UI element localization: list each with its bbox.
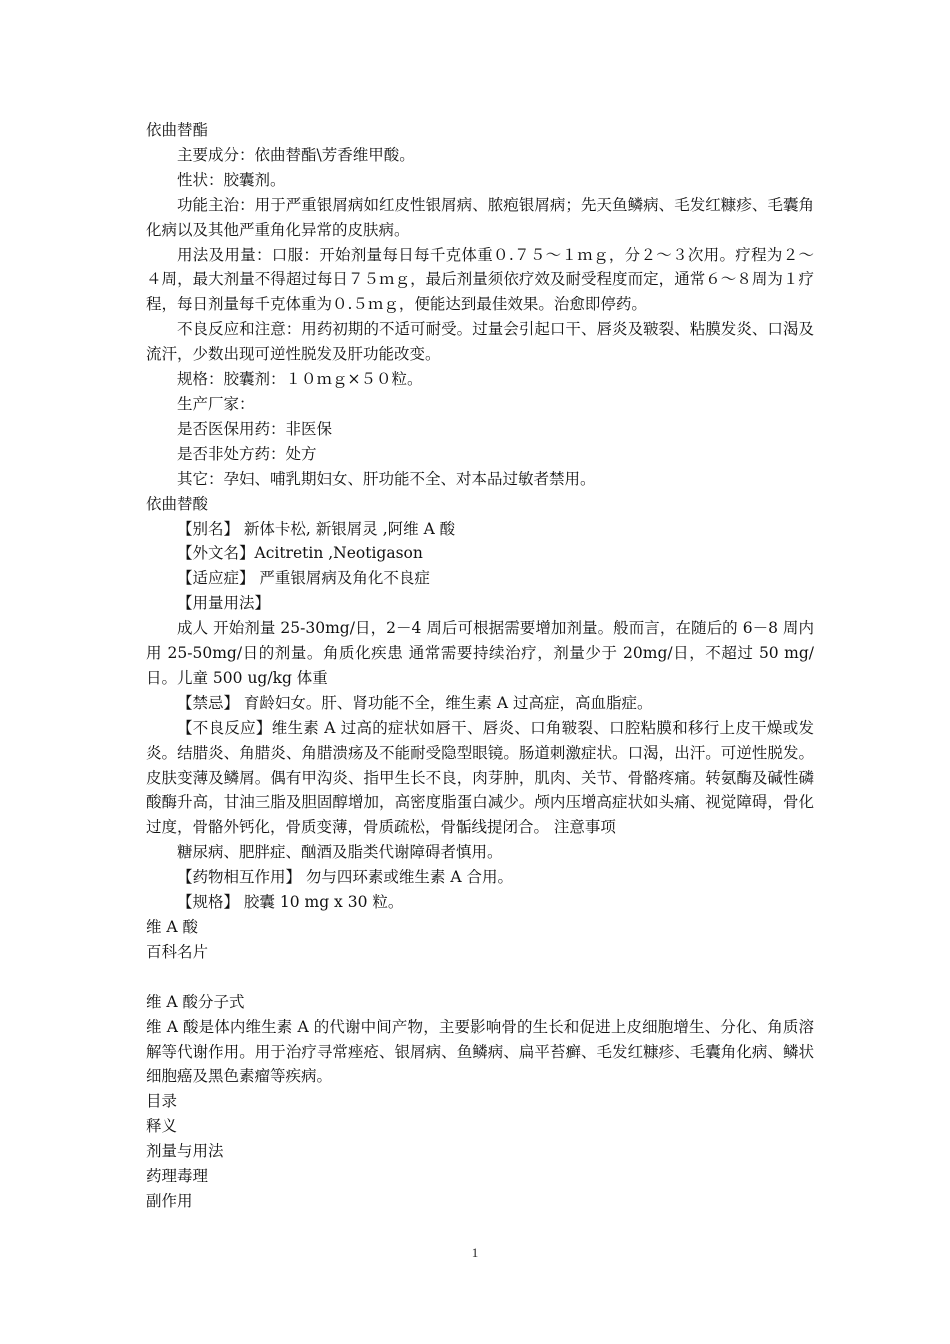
page-number: 1: [471, 1245, 479, 1260]
paragraph: 用法及用量：口服：开始剂量每日每千克体重０.７５～１ｍｇ，分２～３次用。疗程为２～４周，最大剂量不得超过每日７５ｍｇ，最后剂量须依疗效及耐受程度而定，通常６～８周为１疗程，每日剂量每千克体重为０.５ｍｇ，便能达到最佳效果。治愈即停药。: [146, 245, 814, 314]
paragraph: 释义: [146, 1117, 178, 1136]
paragraph: 【药物相互作用】 勿与四环素或维生素 A 合用。: [177, 868, 513, 887]
paragraph: 依曲替酸: [146, 494, 209, 513]
paragraph: 百科名片: [146, 942, 209, 961]
paragraph: 糖尿病、肥胖症、酗酒及脂类代谢障碍者慎用。: [177, 843, 503, 862]
paragraph: 是否非处方药：处方: [177, 444, 317, 463]
paragraph: 【用量用法】: [177, 594, 271, 613]
paragraph: 目录: [146, 1092, 178, 1111]
paragraph: 维 A 酸: [146, 918, 199, 936]
paragraph: 【不良反应】维生素 A 过高的症状如唇干、唇炎、口角皲裂、口腔粘膜和移行上皮干燥或发炎。结腊炎、角腊炎、角腊溃疡及不能耐受隐型眼镜。肠道刺激症状。口渴，出汗。可逆性脱发。皮肤变薄及鳞屑。偶有甲沟炎、指甲生长不良，肉芽肿，肌肉、关节、骨骼疼痛。转氨酶及碱性磷酸酶升高，甘油三脂及胆固醇增加，高密度脂蛋白减少。颅内压增高症状如头痛、视觉障碍，骨化过度，骨骼外钙化，骨质变薄，骨质疏松，骨骺线提闭合。 注意事项: [146, 718, 814, 837]
paragraph: 性状：胶囊剂。: [177, 170, 286, 189]
paragraph: 生产厂家：: [177, 394, 255, 413]
paragraph: 其它：孕妇、哺乳期妇女、肝功能不全、对本品过敏者禁用。: [177, 469, 596, 488]
paragraph: 依曲替酯: [146, 121, 209, 139]
paragraph: 主要成分：依曲替酯\芳香维甲酸。: [177, 145, 415, 164]
paragraph: 维 A 酸分子式: [146, 992, 245, 1011]
paragraph: 剂量与用法: [146, 1142, 224, 1161]
paragraph: 副作用: [146, 1191, 193, 1210]
paragraph: 【规格】 胶囊 10 mg x 30 粒。: [177, 893, 404, 912]
paragraph: 【别名】 新体卡松, 新银屑灵 ,阿维 A 酸: [177, 519, 456, 538]
paragraph: 规格：胶囊剂：１０ｍｇ×５０粒。: [177, 370, 423, 389]
paragraph: 成人 开始剂量 25-30mg/日，2－4 周后可根据需要增加剂量。般而言，在随后的 6－8 周内用 25-50mg/日的剂量。角质化疾患 通常需要持续治疗，剂量少于 20mg/日，不超过 50 mg/日。儿童 500 ug/kg 体重: [146, 619, 814, 687]
paragraph: 【适应症】 严重银屑病及角化不良症: [177, 569, 430, 588]
document-body: [146, 118, 814, 1214]
paragraph: 是否医保用药：非医保: [177, 419, 333, 438]
paragraph: 【禁忌】 育龄妇女。肝、肾功能不全，维生素 A 过高症，高血脂症。: [177, 693, 653, 712]
paragraph: 功能主治：用于严重银屑病如红皮性银屑病、脓疱银屑病；先天鱼鳞病、毛发红糠疹、毛囊角化病以及其他严重角化异常的皮肤病。: [146, 195, 814, 239]
paragraph: 药理毒理: [146, 1167, 209, 1186]
paragraph: 【外文名】Acitretin ,Neotigason: [177, 544, 423, 563]
paragraph: 维 A 酸是体内维生素 A 的代谢中间产物，主要影响骨的生长和促进上皮细胞增生、分化、角质溶解等代谢作用。用于治疗寻常痤疮、银屑病、鱼鳞病、扁平苔癣、毛发红糠疹、毛囊角化病、鳞状细胞癌及黑色素瘤等疾病。: [146, 1017, 814, 1086]
paragraph: [146, 965, 814, 990]
paragraph: 不良反应和注意：用药初期的不适可耐受。过量会引起口干、唇炎及皲裂、粘膜发炎、口渴及流汗，少数出现可逆性脱发及肝功能改变。: [146, 320, 814, 364]
